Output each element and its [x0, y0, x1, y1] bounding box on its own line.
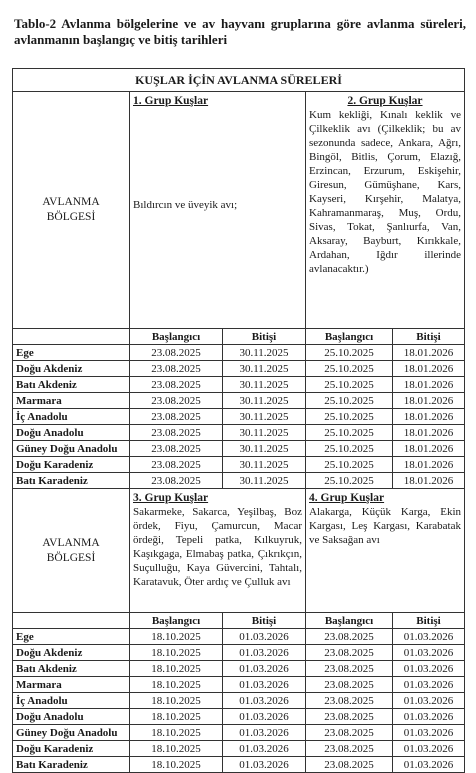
group4-description: Alakarga, Küçük Karga, Ekin Kargası, Leş Kargası, Karabatak ve Saksağan avı: [309, 506, 461, 546]
group3-start-date: 18.10.2025: [130, 661, 223, 677]
group4-end-date: 01.03.2026: [393, 741, 465, 757]
group3-end-date: 01.03.2026: [223, 741, 306, 757]
group1-start-date: 23.08.2025: [130, 409, 223, 425]
group4-start-date: 23.08.2025: [306, 757, 393, 773]
region-name: Ege: [13, 629, 130, 645]
table-row: [13, 393, 465, 409]
group4-end-header: Bitişi: [393, 613, 465, 629]
group2-end-date: 18.01.2026: [393, 361, 465, 377]
group1-start-date: 23.08.2025: [130, 345, 223, 361]
section2-column-header-row: [13, 613, 465, 629]
group4-start-date: 23.08.2025: [306, 709, 393, 725]
group2-end-date: 18.01.2026: [393, 345, 465, 361]
group4-end-date: 01.03.2026: [393, 645, 465, 661]
group2-title: 2. Grup Kuşlar: [347, 95, 423, 107]
region-name: Doğu Akdeniz: [13, 645, 130, 661]
region-label-cell: [13, 92, 130, 329]
group3-start-header: Başlangıcı: [130, 613, 223, 629]
group4-end-date: 01.03.2026: [393, 677, 465, 693]
region-name: Batı Karadeniz: [13, 757, 130, 773]
group1-start-date: 23.08.2025: [130, 441, 223, 457]
region-label-line2: BÖLGESİ: [46, 551, 96, 564]
group1-cell: [130, 92, 306, 329]
group2-start-header: Başlangıcı: [306, 329, 393, 345]
group3-start-date: 18.10.2025: [130, 693, 223, 709]
group4-start-date: 23.08.2025: [306, 629, 393, 645]
region-name: Batı Akdeniz: [13, 661, 130, 677]
table-row: [13, 725, 465, 741]
group3-description: Sakarmeke, Sakarca, Yeşilbaş, Boz ördek, Fiyu, Çamurcun, Macar ördeği, Tepeli patka, Kılkuyruk, Kaşıkgaga, Elmabaş patka, Çıkrıkçın, Suçulluğu, Kaya Güvercini, Tahtalı, Karatavuk, Öter ardıç ve Çulluk avı: [133, 506, 302, 588]
region-name: Marmara: [13, 393, 130, 409]
group1-start-date: 23.08.2025: [130, 425, 223, 441]
group1-end-date: 30.11.2025: [223, 409, 306, 425]
group4-start-date: 23.08.2025: [306, 645, 393, 661]
section2-group-row: [13, 489, 465, 613]
group4-cell: [306, 489, 465, 613]
group2-end-date: 18.01.2026: [393, 377, 465, 393]
table-row: [13, 741, 465, 757]
region-name: Doğu Karadeniz: [13, 457, 130, 473]
group3-cell: [130, 489, 306, 613]
region-name: Doğu Anadolu: [13, 709, 130, 725]
group3-end-date: 01.03.2026: [223, 757, 306, 773]
table-caption: Tablo-2 Avlanma bölgelerine ve av hayvanı gruplarına göre avlanma süreleri, avlanmanın başlangıç ve bitiş tarihleri: [14, 16, 466, 47]
region-name: Batı Akdeniz: [13, 377, 130, 393]
group1-start-header: Başlangıcı: [130, 329, 223, 345]
group4-start-date: 23.08.2025: [306, 661, 393, 677]
group4-start-date: 23.08.2025: [306, 693, 393, 709]
group3-start-date: 18.10.2025: [130, 629, 223, 645]
group1-end-date: 30.11.2025: [223, 393, 306, 409]
region-label-line2: BÖLGESİ: [46, 211, 96, 223]
group1-end-date: 30.11.2025: [223, 361, 306, 377]
group3-start-date: 18.10.2025: [130, 757, 223, 773]
group2-end-date: 18.01.2026: [393, 457, 465, 473]
group2-start-date: 25.10.2025: [306, 457, 393, 473]
region-name: Doğu Akdeniz: [13, 361, 130, 377]
group1-end-header: Bitişi: [223, 329, 306, 345]
group2-start-date: 25.10.2025: [306, 345, 393, 361]
table-row: [13, 361, 465, 377]
table-row: [13, 693, 465, 709]
table-row: [13, 441, 465, 457]
table-row: [13, 757, 465, 773]
group2-end-date: 18.01.2026: [393, 409, 465, 425]
group4-end-date: 01.03.2026: [393, 757, 465, 773]
group1-start-date: 23.08.2025: [130, 361, 223, 377]
group1-description: Bıldırcın ve üveyik avı;: [133, 199, 238, 211]
region-label-cell: [13, 489, 130, 613]
table-row: [13, 409, 465, 425]
group2-start-date: 25.10.2025: [306, 441, 393, 457]
group3-start-date: 18.10.2025: [130, 709, 223, 725]
section1-group-row: [13, 92, 465, 329]
group4-end-date: 01.03.2026: [393, 693, 465, 709]
group1-end-date: 30.11.2025: [223, 345, 306, 361]
empty-header-cell: [13, 329, 130, 345]
group1-title: 1. Grup Kuşlar: [133, 95, 209, 107]
region-name: Ege: [13, 345, 130, 361]
table-row: [13, 645, 465, 661]
region-name: İç Anadolu: [13, 409, 130, 425]
group1-end-date: 30.11.2025: [223, 457, 306, 473]
group3-end-date: 01.03.2026: [223, 709, 306, 725]
table-row: [13, 473, 465, 489]
region-name: Marmara: [13, 677, 130, 693]
region-name: Güney Doğu Anadolu: [13, 725, 130, 741]
section1-column-header-row: [13, 329, 465, 345]
group2-start-date: 25.10.2025: [306, 393, 393, 409]
group2-end-date: 18.01.2026: [393, 441, 465, 457]
group1-start-date: 23.08.2025: [130, 473, 223, 489]
group1-end-date: 30.11.2025: [223, 377, 306, 393]
group2-start-date: 25.10.2025: [306, 377, 393, 393]
group4-start-header: Başlangıcı: [306, 613, 393, 629]
table-row: [13, 709, 465, 725]
region-name: Batı Karadeniz: [13, 473, 130, 489]
region-name: İç Anadolu: [13, 693, 130, 709]
hunting-periods-table: [12, 68, 465, 773]
group1-start-date: 23.08.2025: [130, 457, 223, 473]
group3-start-date: 18.10.2025: [130, 741, 223, 757]
group1-start-date: 23.08.2025: [130, 393, 223, 409]
group3-title: 3. Grup Kuşlar: [133, 492, 209, 504]
group3-end-date: 01.03.2026: [223, 725, 306, 741]
region-name: Güney Doğu Anadolu: [13, 441, 130, 457]
group2-cell: [306, 92, 465, 329]
region-name: Doğu Anadolu: [13, 425, 130, 441]
group3-start-date: 18.10.2025: [130, 725, 223, 741]
empty-header-cell: [13, 613, 130, 629]
group4-end-date: 01.03.2026: [393, 629, 465, 645]
group4-end-date: 01.03.2026: [393, 709, 465, 725]
table-row: [13, 629, 465, 645]
group3-end-date: 01.03.2026: [223, 677, 306, 693]
table-title: KUŞLAR İÇİN AVLANMA SÜRELERİ: [13, 69, 465, 92]
table-title-row: [13, 69, 465, 92]
group4-start-date: 23.08.2025: [306, 741, 393, 757]
group3-end-date: 01.03.2026: [223, 629, 306, 645]
group2-end-header: Bitişi: [393, 329, 465, 345]
group1-end-date: 30.11.2025: [223, 473, 306, 489]
table-row: [13, 425, 465, 441]
group4-start-date: 23.08.2025: [306, 677, 393, 693]
group2-start-date: 25.10.2025: [306, 361, 393, 377]
table-row: [13, 677, 465, 693]
group3-end-date: 01.03.2026: [223, 661, 306, 677]
group4-end-date: 01.03.2026: [393, 725, 465, 741]
group3-end-date: 01.03.2026: [223, 693, 306, 709]
group3-start-date: 18.10.2025: [130, 645, 223, 661]
group2-start-date: 25.10.2025: [306, 425, 393, 441]
group2-end-date: 18.01.2026: [393, 473, 465, 489]
group3-end-date: 01.03.2026: [223, 645, 306, 661]
group2-start-date: 25.10.2025: [306, 409, 393, 425]
table-row: [13, 345, 465, 361]
group2-description: Kum kekliği, Kınalı keklik ve Çilkeklik avı (Çilkeklik; bu av sezonunda sadece, Ankara, Ağrı, Bingöl, Bitlis, Çorum, Elazığ, Erzincan, Erzurum, Eskişehir, Giresun, Gümüşhane, Kars, Kayseri, Kırşehir, Malatya, Kahramanmaraş, Muş, Ordu, Sivas, Tokat, Şanlıurfa, Van, Aksaray, Bayburt, Kırıkkale, Ardahan, Iğdır illerinde avlanacaktır.): [309, 109, 461, 275]
region-label-line1: AVLANMA: [42, 196, 100, 208]
table-row: [13, 457, 465, 473]
group2-start-date: 25.10.2025: [306, 473, 393, 489]
group2-end-date: 18.01.2026: [393, 393, 465, 409]
group4-end-date: 01.03.2026: [393, 661, 465, 677]
region-label-line1: AVLANMA: [42, 536, 100, 549]
group1-start-date: 23.08.2025: [130, 377, 223, 393]
group3-start-date: 18.10.2025: [130, 677, 223, 693]
group4-start-date: 23.08.2025: [306, 725, 393, 741]
group3-end-header: Bitişi: [223, 613, 306, 629]
group2-end-date: 18.01.2026: [393, 425, 465, 441]
region-name: Doğu Karadeniz: [13, 741, 130, 757]
group1-end-date: 30.11.2025: [223, 441, 306, 457]
table-row: [13, 377, 465, 393]
table-row: [13, 661, 465, 677]
group4-title: 4. Grup Kuşlar: [309, 492, 385, 504]
group1-end-date: 30.11.2025: [223, 425, 306, 441]
